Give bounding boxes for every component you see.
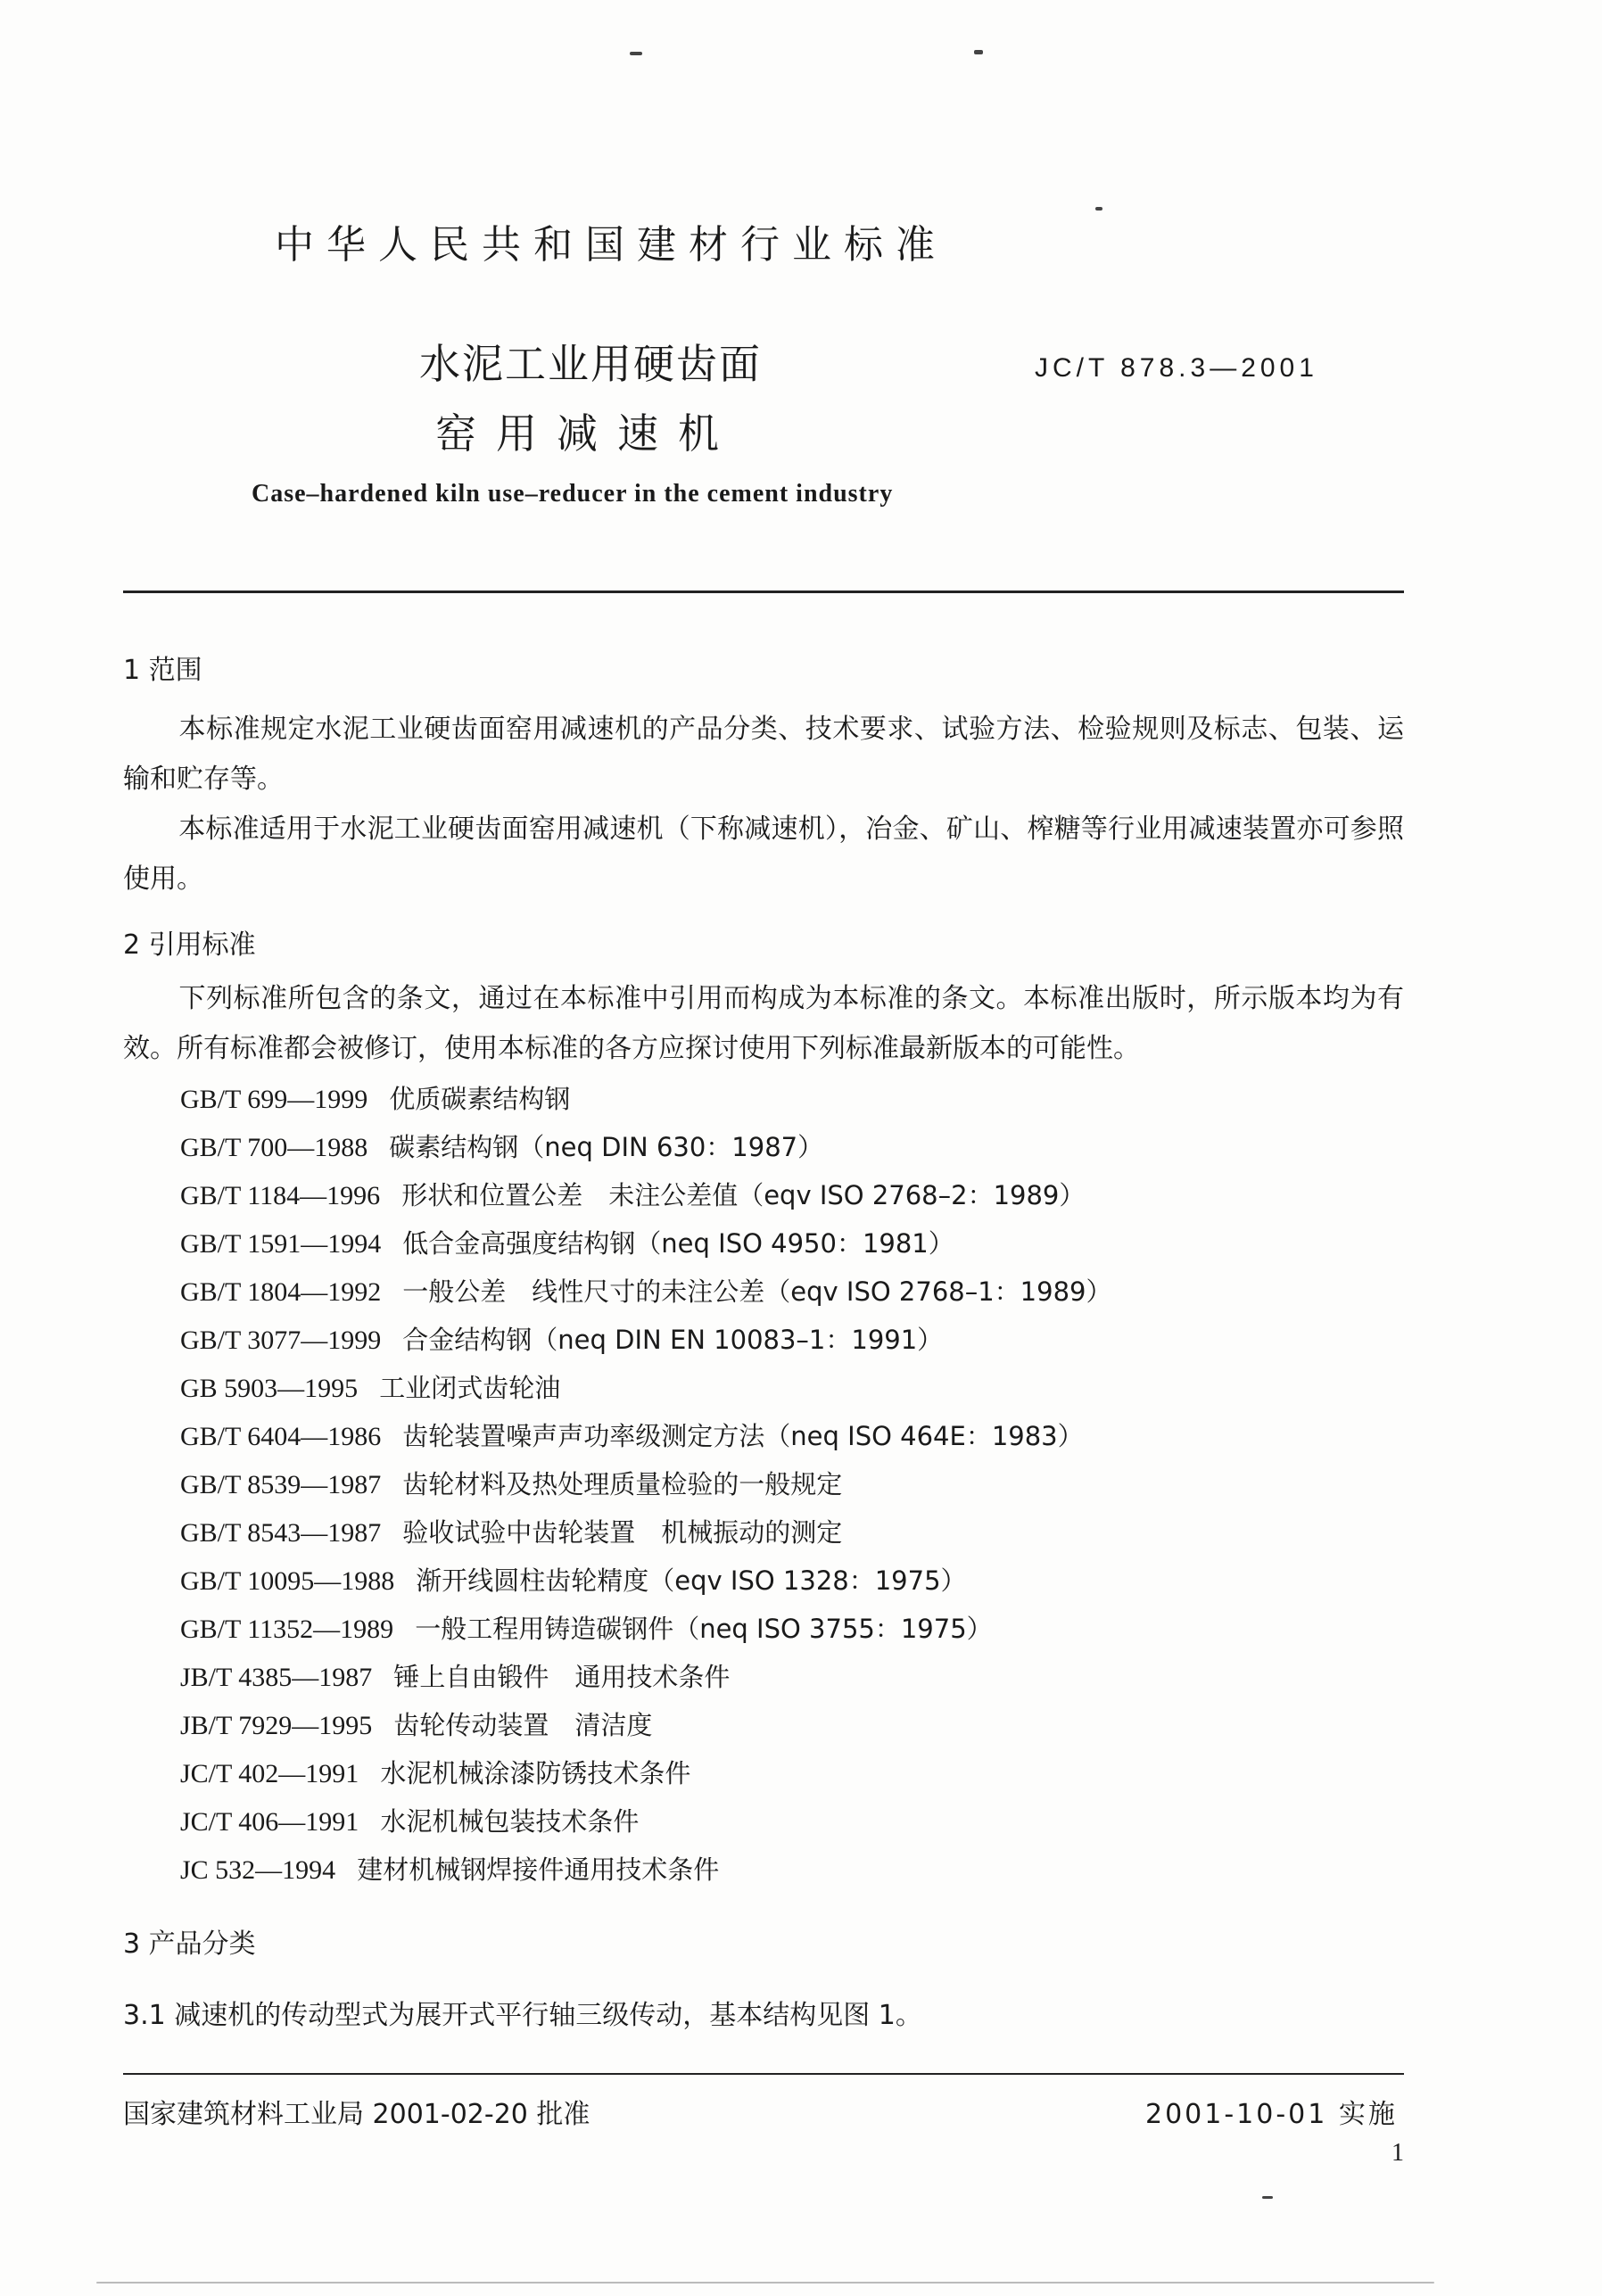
reference-item: [180, 1412, 1112, 1460]
reference-code: JC/T 402—1991: [180, 1759, 359, 1788]
reference-item: [180, 1653, 1112, 1701]
english-title: Case–hardened kiln use–reducer in the cement industry: [252, 480, 894, 508]
reference-code: JB/T 4385—1987: [180, 1663, 373, 1692]
reference-item: [180, 1075, 1112, 1123]
scan-speck: [630, 52, 642, 55]
reference-item: [180, 1557, 1112, 1605]
section-1-paragraph-1: [123, 705, 1404, 805]
reference-code: GB/T 1804—1992: [180, 1277, 382, 1307]
standard-code: JC/T 878.3—2001: [1035, 353, 1318, 383]
reference-item: [180, 1508, 1112, 1557]
reference-title: 优质碳素结构钢: [389, 1084, 571, 1114]
reference-code: GB 5903—1995: [180, 1374, 359, 1403]
reference-title: 齿轮传动装置 清洁度: [393, 1710, 653, 1740]
section-1-heading: 1 范围: [123, 655, 202, 686]
reference-item: [180, 1846, 1112, 1894]
reference-code: JC/T 406—1991: [180, 1807, 359, 1837]
reference-item: [180, 1123, 1112, 1171]
scan-speck: [974, 50, 983, 54]
section-1-paragraph-1-text: 本标准规定水泥工业硬齿面窑用减速机的产品分类、技术要求、试验方法、检验规则及标志、包装、运输和贮存等。: [123, 714, 1404, 795]
reference-title: 齿轮装置噪声声功率级测定方法（neq ISO 464E：1983）: [402, 1421, 1084, 1451]
reference-item: [180, 1701, 1112, 1749]
header-divider: [123, 591, 1404, 593]
reference-code: GB/T 6404—1986: [180, 1422, 382, 1451]
reference-title: 锤上自由锻件 通用技术条件: [393, 1662, 731, 1692]
reference-code: GB/T 8543—1987: [180, 1518, 382, 1548]
reference-title: 水泥机械包装技术条件: [380, 1806, 640, 1837]
clause-3-1: 3.1 减速机的传动型式为展开式平行轴三级传动，基本结构见图 1。: [123, 2000, 922, 2031]
reference-title: 合金结构钢（neq DIN EN 10083–1：1991）: [402, 1325, 944, 1355]
scan-speck: [1262, 2196, 1273, 2199]
section-3-heading: 3 产品分类: [123, 1928, 256, 1960]
document-title-line2: 窑用减速机: [435, 409, 739, 458]
reference-title: 齿轮材料及热处理质量检验的一般规定: [402, 1469, 843, 1499]
reference-code: JC 532—1994: [180, 1855, 336, 1885]
reference-title: 一般工程用铸造碳钢件（neq ISO 3755：1975）: [415, 1614, 993, 1644]
reference-title: 工业闭式齿轮油: [379, 1373, 561, 1403]
footer-divider: [123, 2073, 1404, 2075]
scan-edge-line: [96, 2282, 1434, 2284]
section-1-paragraph-2-text: 本标准适用于水泥工业硬齿面窑用减速机（下称减速机），冶金、矿山、榨糖等行业用减速装置亦可参照使用。: [123, 814, 1404, 895]
page-number: 1: [1391, 2139, 1404, 2167]
reference-title: 一般公差 线性尺寸的未注公差（eqv ISO 2768–1：1989）: [402, 1276, 1112, 1307]
reference-code: GB/T 10095—1988: [180, 1566, 395, 1596]
reference-title: 水泥机械涂漆防锈技术条件: [380, 1758, 691, 1788]
reference-code: JB/T 7929—1995: [180, 1711, 373, 1740]
reference-item: [180, 1268, 1112, 1316]
issuing-organization: 中华人民共和国建材行业标准: [275, 222, 947, 268]
reference-code: GB/T 3077—1999: [180, 1326, 382, 1355]
reference-title: 形状和位置公差 未注公差值（eqv ISO 2768–2：1989）: [401, 1180, 1086, 1210]
reference-item: [180, 1797, 1112, 1846]
reference-item: [180, 1171, 1112, 1219]
reference-code: GB/T 1591—1994: [180, 1229, 382, 1259]
reference-title: 碳素结构钢（neq DIN 630：1987）: [389, 1132, 824, 1162]
reference-title: 渐开线圆柱齿轮精度（eqv ISO 1328：1975）: [416, 1565, 967, 1596]
reference-code: GB/T 11352—1989: [180, 1615, 394, 1644]
section-2-paragraph-1-text: 下列标准所包含的条文，通过在本标准中引用而构成为本标准的条文。本标准出版时，所示版本均为有效。所有标准都会被修订，使用本标准的各方应探讨使用下列标准最新版本的可能性。: [123, 983, 1404, 1064]
section-2-heading: 2 引用标准: [123, 929, 256, 961]
reference-code: GB/T 1184—1996: [180, 1181, 381, 1210]
section-1-paragraph-2: [123, 805, 1404, 904]
reference-item: [180, 1460, 1112, 1508]
reference-code: GB/T 8539—1987: [180, 1470, 382, 1499]
section-2-paragraph-1: [123, 974, 1404, 1074]
reference-code: GB/T 700—1988: [180, 1133, 368, 1162]
reference-title: 建材机械钢焊接件通用技术条件: [357, 1854, 720, 1885]
document-title-line1: 水泥工业用硬齿面: [419, 340, 762, 388]
reference-item: [180, 1364, 1112, 1412]
reference-item: [180, 1605, 1112, 1653]
approval-statement: 国家建筑材料工业局 2001-02-20 批准: [123, 2099, 590, 2130]
reference-title: 验收试验中齿轮装置 机械振动的测定: [402, 1517, 843, 1548]
reference-list: [180, 1075, 1112, 1894]
reference-item: [180, 1749, 1112, 1797]
reference-item: [180, 1316, 1112, 1364]
implementation-date: 2001-10-01 实施: [1145, 2099, 1398, 2130]
reference-code: GB/T 699—1999: [180, 1085, 368, 1114]
reference-item: [180, 1219, 1112, 1268]
scan-speck: [1095, 207, 1102, 211]
reference-title: 低合金高强度结构钢（neq ISO 4950：1981）: [402, 1228, 954, 1259]
